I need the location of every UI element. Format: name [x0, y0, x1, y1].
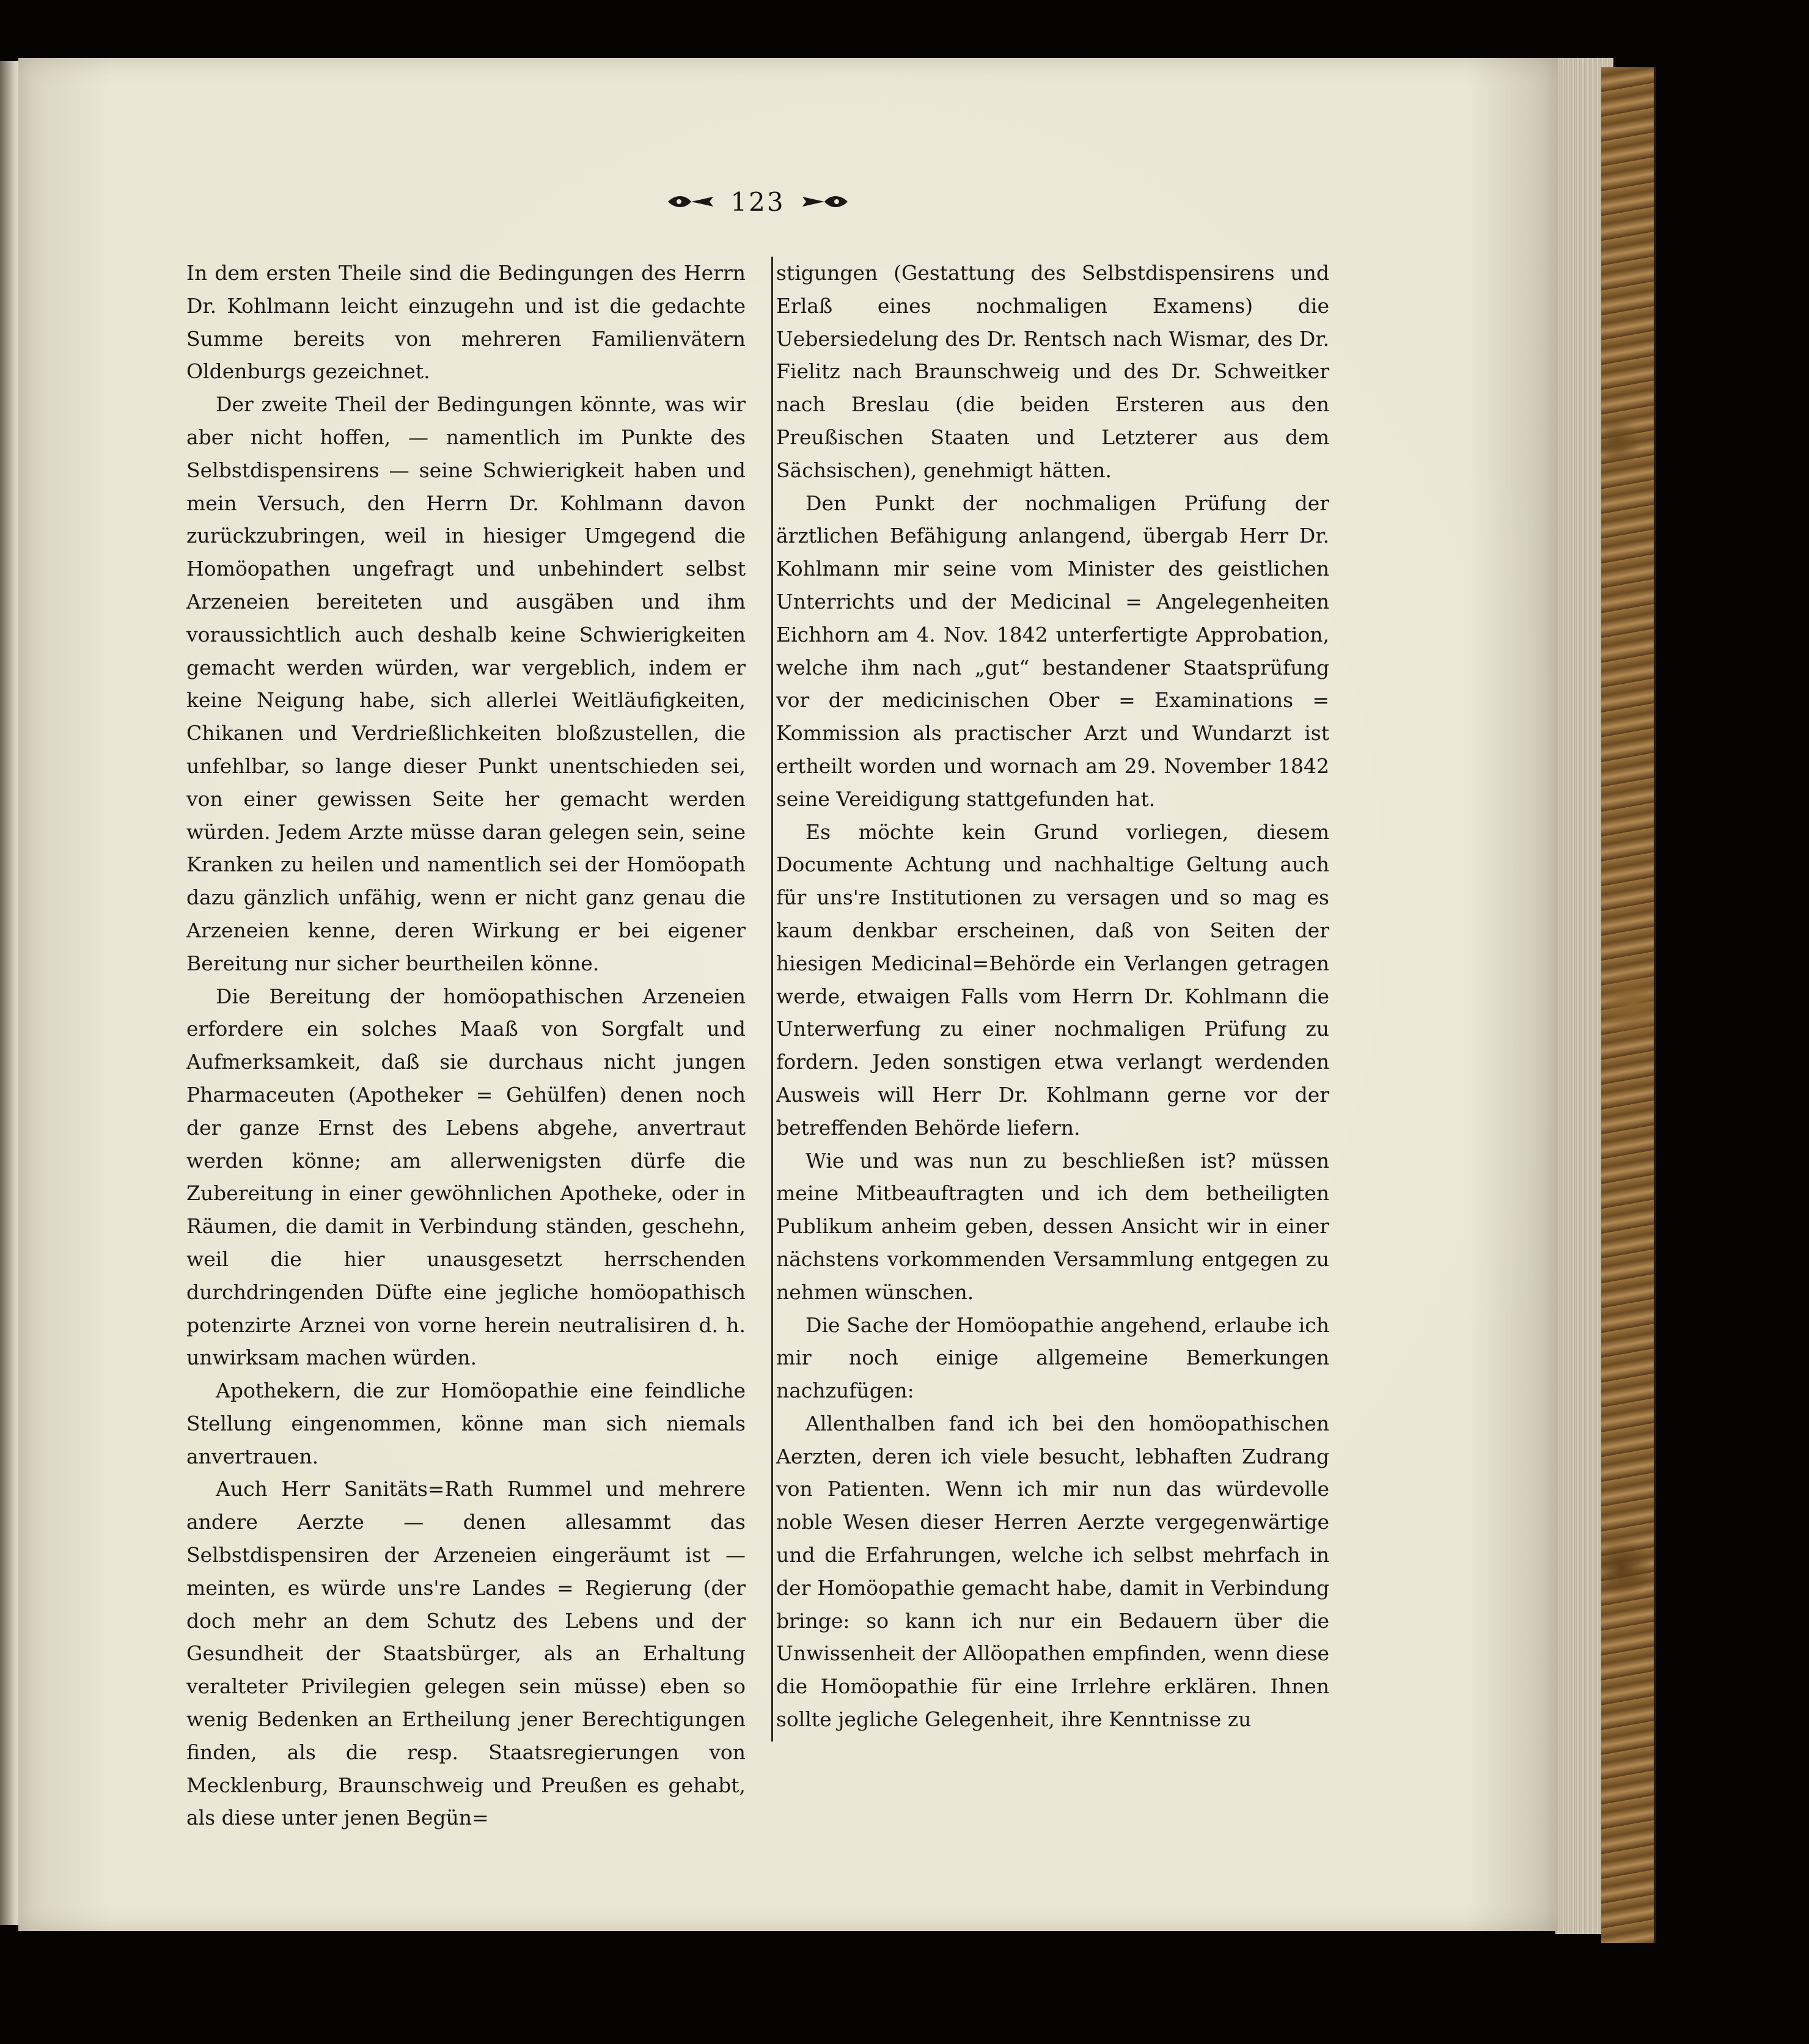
paragraph: Die Sache der Homöopathie angehend, erlaube ich mir noch einige allgemeine Bemerkungen nachzufügen: — [776, 1313, 1329, 1403]
paragraph: Den Punkt der nochmaligen Prüfung der ärztlichen Befähigung anlangend, übergab Herr Dr. Kohlmann mir seine vom Minister des geistlichen Unterrichts und der Medicinal = Angelegenheiten Eichhorn am 4. Nov. 1842 unterfertigte Approbation, welche ihm nach „gut“ bestandener Staatsprüfung vor der medicinischen Ober = Examinations = Kommission als practischer Arzt und Wundarzt ist ertheilt worden und wornach am 29. November 1842 seine Vereidigung stattgefunden hat. — [776, 491, 1329, 811]
left-text-column — [186, 257, 746, 1834]
marbled-book-cover — [1601, 67, 1656, 1943]
paragraph: Allenthalben fand ich bei den homöopathischen Aerzten, deren ich viele besucht, lebhaften Zudrang von Patienten. Wenn ich mir nun das würdevolle noble Wesen dieser Herren Aerzte vergegenwärtige und die Erfahrungen, welche ich selbst mehrfach in der Homöopathie gemacht habe, damit in Verbindung bringe: so kann ich nur ein Bedauern über die Unwissenheit der Allöopathen empfinden, wenn diese die Homöopathie für eine Irrlehre erklären. Ihnen sollte jegliche Gelegenheit, ihre Kenntnisse zu — [776, 1411, 1329, 1732]
previous-page-edge — [0, 61, 21, 1925]
left-ornament-icon — [667, 193, 714, 210]
paragraph: Apothekern, die zur Homöopathie eine feindliche Stellung eingenommen, könne man sich niemals anvertrauen. — [186, 1379, 746, 1468]
paragraph: Auch Herr Sanitäts=Rath Rummel und mehrere andere Aerzte — denen allesammt das Selbstdispensiren der Arzeneien eingeräumt ist — meinten, es würde uns're Landes = Regierung (der doch mehr an dem Schutz des Lebens und der Gesundheit der Staatsbürger, als an Erhaltung veralteter Privilegien gelegen sein müsse) eben so wenig Bedenken an Ertheilung jener Berechtigungen finden, als die resp. Staatsregierungen von Mecklenburg, Braunschweig und Preußen es gehabt, als diese unter jenen Begün= — [186, 1477, 746, 1830]
paragraph: stigungen (Gestattung des Selbstdispensirens und Erlaß eines nochmaligen Examens) die Uebersiedelung des Dr. Rentsch nach Wismar, des Dr. Fielitz nach Braunschweig und des Dr. Schweitker nach Breslau (die beiden Ersteren aus den Preußischen Staaten und Letzterer aus dem Sächsischen), genehmigt hätten. — [776, 261, 1329, 482]
paragraph: In dem ersten Theile sind die Bedingungen des Herrn Dr. Kohlmann leicht einzugehn und ist die gedachte Summe bereits von mehreren Familienvätern Oldenburgs gezeichnet. — [186, 261, 746, 384]
right-text-column — [776, 257, 1329, 1736]
paragraph: Es möchte kein Grund vorliegen, diesem Documente Achtung und nachhaltige Geltung auch für uns're Institutionen zu versagen und so mag es kaum denkbar erscheinen, daß von Seiten der hiesigen Medicinal=Behörde ein Verlangen getragen werde, etwaigen Falls vom Herrn Dr. Kohlmann die Unterwerfung zu einer nochmaligen Prüfung zu fordern. Jeden sonstigen etwa verlangt werdenden Ausweis will Herr Dr. Kohlmann gerne vor der betreffenden Behörde liefern. — [776, 819, 1329, 1140]
paragraph: Die Bereitung der homöopathischen Arzeneien erfordere ein solches Maaß von Sorgfalt und Aufmerksamkeit, daß sie durchaus nicht jungen Pharmaceuten (Apotheker = Gehülfen) denen noch der ganze Ernst des Lebens abgehe, anvertraut werden könne; am allerwenigsten dürfe die Zubereitung in einer gewöhnlichen Apotheke, oder in Räumen, die damit in Verbindung ständen, geschehn, weil die hier unausgesetzt herrschenden durchdringenden Düfte eine jegliche homöopathisch potenzirte Arznei von vorne herein neutralisiren d. h. unwirksam machen würden. — [186, 984, 746, 1370]
column-divider — [771, 257, 773, 1742]
paragraph: Wie und was nun zu beschließen ist? müssen meine Mitbeauftragten und ich dem betheiligten Publikum anheim geben, dessen Ansicht wir in einer nächstens vorkommenden Versammlung entgegen zu nehmen wünschen. — [776, 1148, 1329, 1304]
right-ornament-icon — [801, 193, 849, 210]
paragraph: Der zweite Theil der Bedingungen könnte, was wir aber nicht hoffen, — namentlich im Punkte des Selbstdispensirens — seine Schwierigkeit haben und mein Versuch, den Herrn Dr. Kohlmann davon zurückzubringen, weil in hiesiger Umgegend die Homöopathen ungefragt und unbehindert selbst Arzeneien bereiteten und ausgäben und ihm voraussichtlich auch deshalb keine Schwierigkeiten gemacht werden würden, war vergeblich, indem er keine Neigung habe, sich allerlei Weitläufigkeiten, Chikanen und Verdrießlichkeiten bloßzustellen, die unfehlbar, so lange dieser Punkt unentschieden sei, von einer gewissen Seite her gemacht werden würden. Jedem Arzte müsse daran gelegen sein, seine Kranken zu heilen und namentlich sei der Homöopath dazu gänzlich unfähig, wenn er nicht ganz genau die Arzeneien kenne, deren Wirkung er bei eigener Bereitung nur sicher beurtheilen könne. — [186, 392, 746, 975]
page-header — [642, 183, 874, 220]
page-number: 123 — [730, 186, 785, 217]
